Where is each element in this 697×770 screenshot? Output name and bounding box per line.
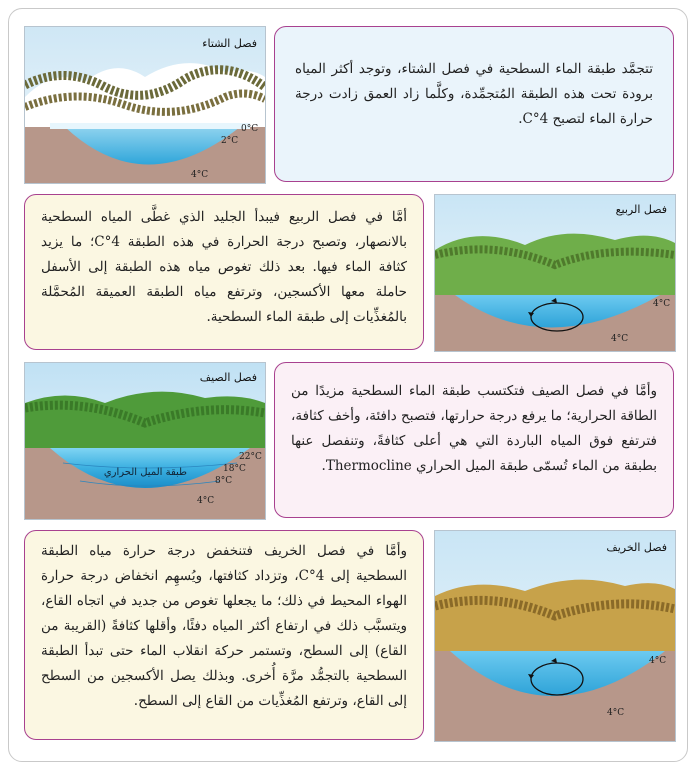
summer-paragraph: وأمَّا في فصل الصيف فتكتسب طبقة الماء السطحية مزيدًا من الطاقة الحرارية؛ ما يرفع درجة حرارتها، فتصبح دافئة، وأخف كثافة، فترتفع فوق المياه الباردة التي هي أعلى كثافةً، وتنفصل عنها بطبقة من الماء تُسمّى طبقة الميل الحراري Thermocline. <box>291 383 657 474</box>
winter-title: فصل الشتاء <box>202 37 257 50</box>
summer-temp-0: 22°C <box>239 452 262 462</box>
spring-temp-1: 4°C <box>611 334 629 344</box>
winter-illustration <box>24 26 266 184</box>
spring-temp-0: 4°C <box>653 299 671 309</box>
autumn-temp-1: 4°C <box>607 708 625 718</box>
autumn-illustration <box>434 530 676 742</box>
autumn-title: فصل الخريف <box>606 541 667 554</box>
summer-title: فصل الصيف <box>199 371 257 384</box>
winter-temp-1: 2°C <box>221 136 239 146</box>
spring-paragraph: أمَّا في فصل الربيع فيبدأ الجليد الذي غطَّى المياه السطحية بالانصهار، وتصبح درجة الحرارة في هذه الطبقة 4°C؛ ما يزيد كثافة الماء فيها. بعد ذلك تغوص مياه هذه الطبقة إلى الأسفل حاملة معها الأكسجين، وترتفع مياه الطبقة العميقة المُحمَّلة بالمُغذِّيات إلى طبقة الماء السطحية. <box>41 209 407 325</box>
spring-title: فصل الربيع <box>615 203 667 216</box>
autumn-paragraph: وأمَّا في فصل الخريف فتنخفض درجة حرارة مياه الطبقة السطحية إلى 4°C، وتزداد كثافتها، ويُسهِم انخفاض درجة حرارة الهواء المحيط في ذلك؛ ما يجعلها تغوص من جديد في اتجاه القاع، ويتسبَّب ذلك في ارتفاع أكثر المياه دفئًا، وأقلها كثافةً (القريبة من القاع) إلى السطح، وتستمر حركة انقلاب الماء حتى تبدأ الطبقة السطحية بالتجمُّد مرَّة أُخرى. وبذلك يصل الأكسجين من السطح إلى القاع، وترتفع المُغذِّيات من القاع إلى السطح. <box>41 543 407 709</box>
autumn-text-box <box>24 530 424 740</box>
spring-illustration <box>434 194 676 352</box>
winter-temp-2: 4°C <box>191 170 209 180</box>
summer-temp-3: 4°C <box>197 496 215 506</box>
summer-text-box <box>274 362 674 518</box>
summer-temp-2: 8°C <box>215 476 233 486</box>
winter-text-box <box>274 26 674 182</box>
spring-text-box <box>24 194 424 350</box>
winter-temp-0: 0°C <box>241 124 259 134</box>
thermocline-label: طبقة الميل الحراري <box>103 467 187 478</box>
summer-illustration <box>24 362 266 520</box>
autumn-temp-0: 4°C <box>649 656 667 666</box>
winter-paragraph: تتجمَّد طبقة الماء السطحية في فصل الشتاء، وتوجد أكثر المياه برودة تحت هذه الطبقة المُتجمِّدة، وكلَّما زاد العمق زادت درجة حرارة الماء لتصبح 4°C. <box>295 61 653 127</box>
summer-temp-1: 18°C <box>223 464 246 474</box>
